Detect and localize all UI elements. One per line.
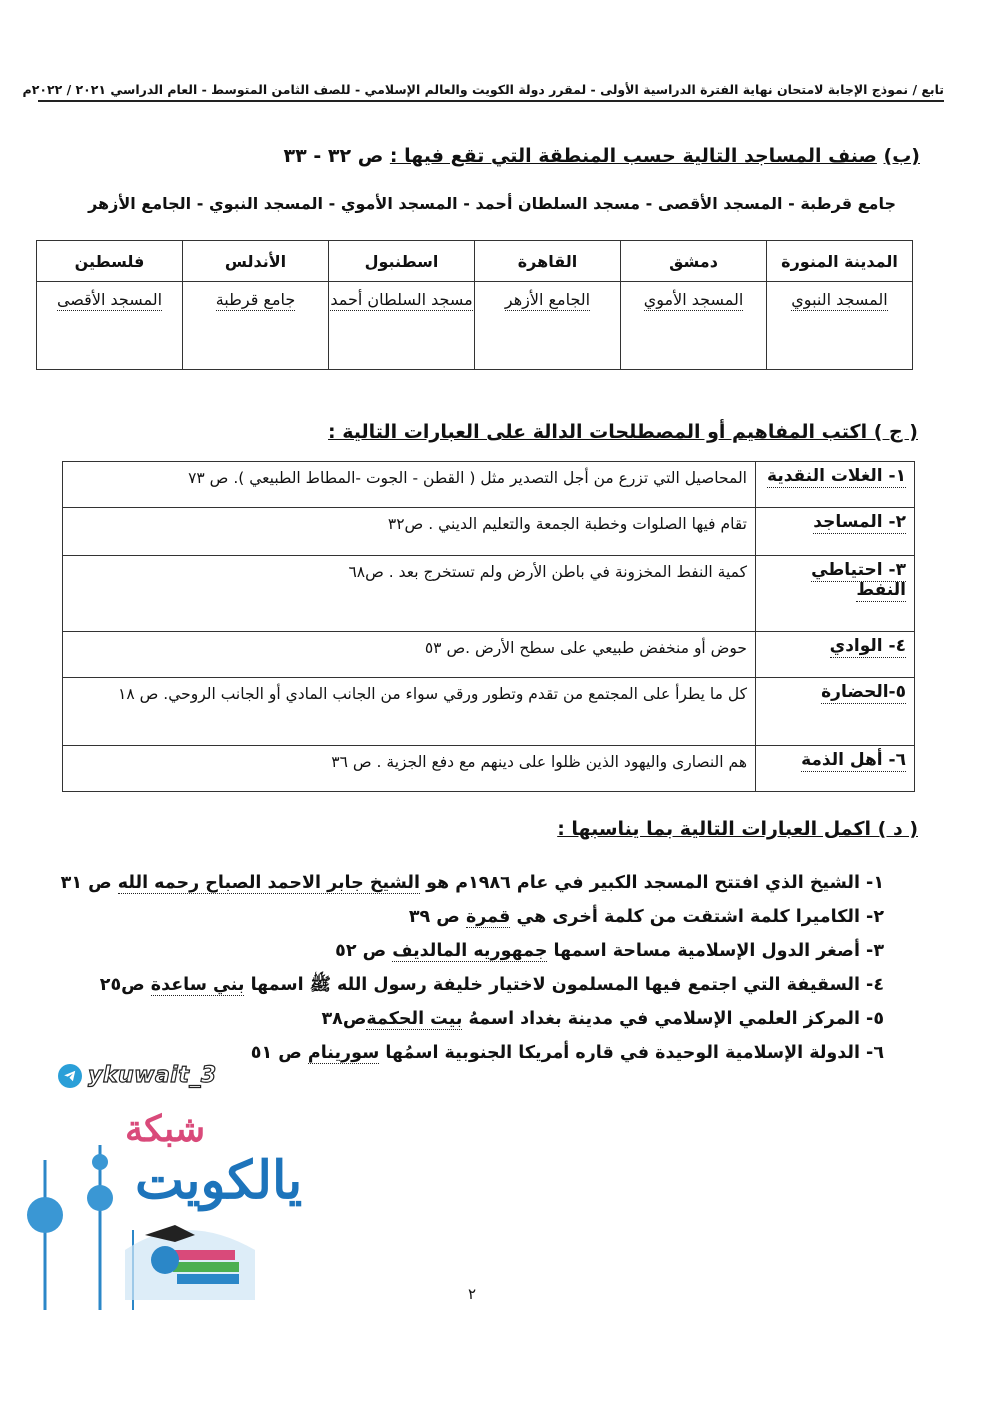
table-row xyxy=(63,678,915,746)
list-item: ٦- الدولة الإسلامية الوحيدة في قاره أمريكا الجنوبية اسمُها سورينام ص ٥١ xyxy=(250,1043,884,1063)
definition-cell: المحاصيل التي تزرع من أجل التصدير مثل ( القطن - الجوت -المطاط الطبيعي ). ص ٧٣ xyxy=(63,462,756,508)
list-item: ٥- المركز العلمي الإسلامي في مدينة بغداد اسمهُ بيت الحكمةص٣٨ xyxy=(321,1009,884,1029)
list-item: ١- الشيخ الذي افتتح المسجد الكبير في عام ١٩٨٦م هو الشيخ جابر الاحمد الصباح رحمه الله ص ٣١ xyxy=(60,873,884,893)
term-cell: ٤- الوادي xyxy=(756,632,915,678)
answer-text: مسجد السلطان أحمد xyxy=(330,290,473,309)
telegram-handle: ykuwait_3 xyxy=(88,1063,217,1088)
page-header: تابع / نموذج الإجابة لامتحان نهاية الفترة الدراسية الأولى - لمقرر دولة الكويت والعالم الإسلامي - للصف الثامن المتوسط - العام الدراسي ٢٠٢١ / ٢٠٢٢م xyxy=(38,82,944,102)
table-row xyxy=(63,746,915,792)
definition-cell: كل ما يطرأ على المجتمع من تقدم وتطور ورقي سواء من الجانب المادي أو الجانب الروحي. ص ١٨ xyxy=(63,678,756,746)
table-row xyxy=(63,508,915,556)
term-cell: ٥-الحضارة xyxy=(756,678,915,746)
column-header: دمشق xyxy=(621,241,767,282)
column-header: اسطنبول xyxy=(329,241,475,282)
column-header: الأندلس xyxy=(183,241,329,282)
logo-text-main: يالكويت xyxy=(135,1150,303,1211)
answer-text: المسجد النبوي xyxy=(791,290,888,309)
definition-cell: هم النصارى واليهود الذين ظلوا على دينهم مع دفع الجزية . ص ٣٦ xyxy=(63,746,756,792)
telegram-watermark xyxy=(58,1063,217,1088)
table-row xyxy=(63,632,915,678)
section-b-title xyxy=(284,145,920,167)
terms-table xyxy=(62,461,915,792)
section-b-pages: ص ٣٢ - ٣٣ xyxy=(283,145,384,167)
site-logo xyxy=(25,1100,303,1310)
fill-in-list xyxy=(61,866,884,1070)
section-b-label: (ب) xyxy=(883,145,920,167)
list-item: ٢- الكاميرا كلمة اشتقت من كلمة أخرى هي قمرة ص ٣٩ xyxy=(408,907,884,927)
list-item: ٣- أصغر الدول الإسلامية مساحة اسمها جمهوريه المالديف ص ٥٢ xyxy=(335,941,884,961)
definition-cell: كمية النفط المخزونة في باطن الأرض ولم تستخرج بعد . ص٦٨ xyxy=(63,556,756,632)
answer-text: الجامع الأزهر xyxy=(504,290,591,309)
section-c-title: ( ج ) اكتب المفاهيم أو المصطلحات الدالة على العبارات التالية : xyxy=(328,421,918,443)
definition-cell: تقام فيها الصلوات وخطبة الجمعة والتعليم الديني . ص٣٢ xyxy=(63,508,756,556)
answer-cell xyxy=(475,282,621,370)
answer-cell xyxy=(183,282,329,370)
definition-cell: حوض أو منخفض طبيعي على سطح الأرض .ص ٥٣ xyxy=(63,632,756,678)
page-number: ٢ xyxy=(468,1285,477,1303)
answer-cell xyxy=(329,282,475,370)
column-header: المدينة المنورة xyxy=(767,241,913,282)
list-item: ٤- السقيفة التي اجتمع فيها المسلمون لاختيار خليفة رسول الله ﷺ اسمها بني ساعدة ص٢٥ xyxy=(99,975,884,995)
term-cell: ٦- أهل الذمة xyxy=(756,746,915,792)
answer-cell xyxy=(621,282,767,370)
mosque-word-list: جامع قرطبة - المسجد الأقصى - مسجد السلطان أحمد - المسجد الأموي - المسجد النبوي - الجامع الأزهر xyxy=(88,194,896,213)
term-cell: ٣- احتياطي النفط xyxy=(756,556,915,632)
table-row xyxy=(63,462,915,508)
term-cell: ١- الغلات النقدية xyxy=(756,462,915,508)
section-b-question: صنف المساجد التالية حسب المنطقة التي تقع فيها : xyxy=(389,145,877,167)
answer-text: المسجد الأقصى xyxy=(56,290,163,309)
column-header: القاهرة xyxy=(475,241,621,282)
answer-text: المسجد الأموي xyxy=(643,290,744,309)
column-header: فلسطين xyxy=(37,241,183,282)
telegram-icon xyxy=(58,1064,82,1088)
logo-text-top: شبكة xyxy=(125,1108,206,1150)
answer-text: جامع قرطبة xyxy=(215,290,296,309)
term-cell: ٢- المساجد xyxy=(756,508,915,556)
mosque-classification-table xyxy=(36,240,913,370)
answer-cell xyxy=(37,282,183,370)
answer-cell xyxy=(767,282,913,370)
table-row xyxy=(63,556,915,632)
section-d-title: ( د ) اكمل العبارات التالية بما يناسبها : xyxy=(557,818,918,840)
